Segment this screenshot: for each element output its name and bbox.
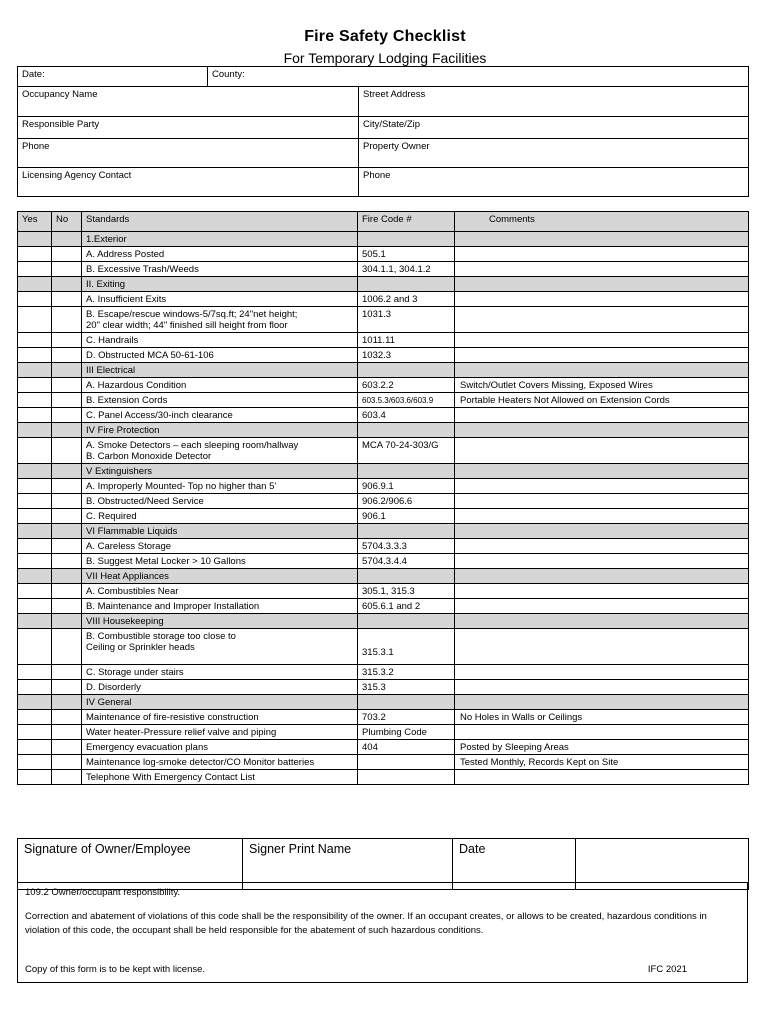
comment-cell[interactable] (455, 292, 749, 307)
no-checkbox-cell[interactable] (52, 755, 82, 770)
fire-code-cell (358, 423, 455, 438)
comment-cell (455, 464, 749, 479)
standard-cell (82, 725, 358, 740)
comment-cell[interactable]: Switch/Outlet Covers Missing, Exposed Wires (455, 378, 749, 393)
no-checkbox-cell[interactable] (52, 539, 82, 554)
copy-note: Copy of this form is to be kept with license. (25, 964, 206, 975)
yes-checkbox-cell[interactable] (18, 262, 52, 277)
form-title: Fire Safety Checklist (304, 28, 466, 45)
section-row (18, 569, 749, 584)
fire-code-cell: MCA 70-24-303/G (358, 438, 455, 464)
yes-checkbox-cell[interactable] (18, 539, 52, 554)
section-title (82, 695, 358, 710)
standard-text: A. Insufficient Exits (86, 294, 167, 305)
comment-cell[interactable] (455, 438, 749, 464)
fire-code-cell (358, 770, 455, 785)
section-row (18, 363, 749, 378)
no-checkbox-cell[interactable] (52, 629, 82, 665)
comment-cell (455, 695, 749, 710)
standard-cell (82, 680, 358, 695)
fire-code-cell (358, 464, 455, 479)
comment-cell[interactable] (455, 629, 749, 665)
yes-checkbox-cell[interactable] (18, 509, 52, 524)
comment-cell[interactable] (455, 680, 749, 695)
standard-cell (82, 292, 358, 307)
checklist-row (18, 307, 749, 333)
standard-text: D. Disorderly (86, 682, 141, 693)
yes-checkbox-cell[interactable] (18, 629, 52, 665)
fire-code-cell (358, 524, 455, 539)
agency-phone-field[interactable]: Phone (359, 168, 749, 197)
form-subtitle: For Temporary Lodging Facilities (283, 50, 487, 66)
fire-code-cell (358, 755, 455, 770)
yes-checkbox-cell[interactable] (18, 665, 52, 680)
responsible-party-field[interactable]: Responsible Party (18, 117, 359, 139)
standard-cell (82, 408, 358, 423)
comment-cell[interactable] (455, 333, 749, 348)
standard-text: II. Exiting (86, 279, 126, 290)
checklist-header-row (18, 212, 749, 232)
fire-code-cell (358, 695, 455, 710)
yes-checkbox-cell (18, 614, 52, 629)
checklist-row (18, 333, 749, 348)
fire-code-cell: 605.6.1 and 2 (358, 599, 455, 614)
owner-responsibility-note (17, 882, 748, 983)
yes-checkbox-cell[interactable] (18, 378, 52, 393)
yes-checkbox-cell[interactable] (18, 710, 52, 725)
checklist-row (18, 584, 749, 599)
fire-code-cell: 305.1, 315.3 (358, 584, 455, 599)
yes-checkbox-cell (18, 569, 52, 584)
ifc-version: IFC 2021 (647, 964, 687, 975)
standard-cell (82, 262, 358, 277)
yes-checkbox-cell[interactable] (18, 393, 52, 408)
checklist-row (18, 554, 749, 569)
comments-header: Comments (455, 212, 749, 232)
section-title (82, 614, 358, 629)
fire-code-header: Fire Code # (358, 212, 455, 232)
standards-header: Standards (82, 212, 358, 232)
standard-cell (82, 307, 358, 333)
standard-cell (82, 494, 358, 509)
section-row (18, 277, 749, 292)
comment-cell[interactable]: Portable Heaters Not Allowed on Extension Cords (455, 393, 749, 408)
checklist-row (18, 292, 749, 307)
section-title (82, 569, 358, 584)
checklist-row (18, 494, 749, 509)
no-checkbox-cell (52, 695, 82, 710)
no-checkbox-cell[interactable] (52, 554, 82, 569)
comment-cell[interactable]: Posted by Sleeping Areas (455, 740, 749, 755)
comment-cell (455, 614, 749, 629)
comment-cell[interactable]: Tested Monthly, Records Kept on Site (455, 755, 749, 770)
fire-code-cell: 1006.2 and 3 (358, 292, 455, 307)
standard-text: C. Panel Access/30-inch clearance (86, 410, 233, 421)
section-title (82, 232, 358, 247)
standard-text: B. Suggest Metal Locker > 10 Gallons (86, 556, 246, 567)
yes-checkbox-cell (18, 232, 52, 247)
standard-cell (82, 247, 358, 262)
fire-code-cell: 1031.3 (358, 307, 455, 333)
comment-cell[interactable] (455, 408, 749, 423)
standard-text: V Extinguishers (86, 466, 153, 477)
section-row (18, 695, 749, 710)
no-checkbox-cell[interactable] (52, 584, 82, 599)
fire-code-cell: 1011.11 (358, 333, 455, 348)
standard-cell (82, 599, 358, 614)
standard-text: III Electrical (86, 365, 136, 376)
no-checkbox-cell[interactable] (52, 509, 82, 524)
comment-cell[interactable] (455, 494, 749, 509)
no-checkbox-cell[interactable] (52, 333, 82, 348)
standard-text: A. Careless Storage (86, 541, 172, 552)
no-checkbox-cell (52, 464, 82, 479)
standard-text: C. Handrails (86, 335, 139, 346)
standard-text-line2: 20" clear width; 44" finished sill height from floor (86, 320, 288, 331)
section-title (82, 277, 358, 292)
no-checkbox-cell (52, 423, 82, 438)
no-checkbox-cell (52, 277, 82, 292)
owner-signature-field[interactable]: Signature of Owner/Employee (18, 839, 243, 890)
no-checkbox-cell (52, 232, 82, 247)
yes-checkbox-cell[interactable] (18, 247, 52, 262)
standard-cell (82, 740, 358, 755)
checklist-row (18, 755, 749, 770)
standard-cell (82, 710, 358, 725)
no-checkbox-cell[interactable] (52, 710, 82, 725)
standard-text: C. Storage under stairs (86, 667, 184, 678)
standard-text: B. Extension Cords (86, 395, 168, 406)
responsibility-text: Correction and abatement of violations of this code shall be the responsibility of the owner. If an occupant creates, or allows to be created, hazardous conditions in violation of this code, the occupant shall be held responsible for the abatement of such hazardous conditions. (25, 911, 707, 936)
comment-cell[interactable]: No Holes in Walls or Ceilings (455, 710, 749, 725)
yes-checkbox-cell (18, 464, 52, 479)
standard-text: B. Escape/rescue windows-5/7sq.ft; 24"net height; (86, 309, 298, 320)
standard-text: A. Improperly Mounted- Top no higher than 5' (86, 481, 277, 492)
standard-cell (82, 393, 358, 408)
comment-cell[interactable] (455, 770, 749, 785)
comment-cell (455, 423, 749, 438)
no-checkbox-cell[interactable] (52, 438, 82, 464)
checklist-row (18, 599, 749, 614)
fire-code-cell: 703.2 (358, 710, 455, 725)
fire-code-cell: 603.2.2 (358, 378, 455, 393)
standard-text: Maintenance log-smoke detector/CO Monitor batteries (86, 757, 315, 768)
no-checkbox-cell[interactable] (52, 680, 82, 695)
yes-checkbox-cell (18, 423, 52, 438)
checklist-row (18, 393, 749, 408)
comment-cell[interactable] (455, 247, 749, 262)
no-checkbox-cell[interactable] (52, 599, 82, 614)
no-checkbox-cell[interactable] (52, 665, 82, 680)
checklist-row (18, 262, 749, 277)
fire-code-cell: 5704.3.3.3 (358, 539, 455, 554)
no-checkbox-cell[interactable] (52, 725, 82, 740)
no-checkbox-cell[interactable] (52, 408, 82, 423)
section-row (18, 614, 749, 629)
yes-checkbox-cell[interactable] (18, 348, 52, 363)
code-reference: 109.2 Owner/occupant responsibility. (25, 887, 181, 898)
no-checkbox-cell[interactable] (52, 262, 82, 277)
section-title (82, 464, 358, 479)
facility-info-table (17, 66, 749, 197)
standard-cell (82, 629, 358, 665)
fire-code-cell: 404 (358, 740, 455, 755)
yes-checkbox-cell[interactable] (18, 479, 52, 494)
standard-text: B. Combustible storage too close to (86, 631, 236, 642)
checklist-row (18, 539, 749, 554)
fire-code-cell (358, 363, 455, 378)
no-checkbox-cell[interactable] (52, 494, 82, 509)
standard-text: A. Smoke Detectors – each sleeping room/hallway (86, 440, 299, 451)
fire-code-cell: 315.3.1 (358, 629, 455, 665)
standard-cell (82, 509, 358, 524)
standard-text: C. Required (86, 511, 137, 522)
comment-cell[interactable] (455, 554, 749, 569)
standard-text: IV General (86, 697, 132, 708)
fire-code-cell: 603.4 (358, 408, 455, 423)
comment-cell[interactable] (455, 599, 749, 614)
comment-cell[interactable] (455, 262, 749, 277)
yes-checkbox-cell[interactable] (18, 292, 52, 307)
section-row (18, 464, 749, 479)
yes-checkbox-cell[interactable] (18, 438, 52, 464)
yes-checkbox-cell[interactable] (18, 755, 52, 770)
standard-cell (82, 348, 358, 363)
date-field[interactable]: Date: (18, 67, 208, 87)
standard-cell (82, 584, 358, 599)
comment-cell (455, 277, 749, 292)
yes-checkbox-cell[interactable] (18, 307, 52, 333)
yes-checkbox-cell[interactable] (18, 494, 52, 509)
standard-text: B. Obstructed/Need Service (86, 496, 204, 507)
comment-cell (455, 569, 749, 584)
no-checkbox-cell[interactable] (52, 348, 82, 363)
standard-text: Maintenance of fire-resistive construction (86, 712, 259, 723)
yes-checkbox-cell (18, 524, 52, 539)
yes-checkbox-cell[interactable] (18, 554, 52, 569)
standard-cell (82, 479, 358, 494)
checklist-row (18, 725, 749, 740)
no-checkbox-cell[interactable] (52, 292, 82, 307)
standard-cell (82, 333, 358, 348)
standard-text: D. Obstructed MCA 50-61-106 (86, 350, 214, 361)
fire-code-cell (358, 232, 455, 247)
fire-code-cell: 304.1.1, 304.1.2 (358, 262, 455, 277)
standard-cell (82, 770, 358, 785)
fire-code-cell (358, 569, 455, 584)
standard-cell (82, 665, 358, 680)
standard-text: Emergency evacuation plans (86, 742, 208, 753)
standard-text: VIII Housekeeping (86, 616, 164, 627)
standard-text-line2: Ceiling or Sprinkler heads (86, 642, 195, 653)
section-title (82, 363, 358, 378)
standard-text: Telephone With Emergency Contact List (86, 772, 255, 783)
standard-text: 1.Exterior (86, 234, 127, 245)
standard-text: VII Heat Appliances (86, 571, 169, 582)
standard-text: A. Hazardous Condition (86, 380, 187, 391)
section-row (18, 232, 749, 247)
fire-code-cell: 505.1 (358, 247, 455, 262)
comment-cell (455, 363, 749, 378)
standard-cell (82, 554, 358, 569)
yes-checkbox-cell (18, 277, 52, 292)
fire-code-cell: Plumbing Code (358, 725, 455, 740)
yes-checkbox-cell (18, 363, 52, 378)
yes-checkbox-cell[interactable] (18, 725, 52, 740)
fire-code-cell: 906.2/906.6 (358, 494, 455, 509)
comment-cell[interactable] (455, 725, 749, 740)
standard-text: A. Address Posted (86, 249, 165, 260)
comment-cell[interactable] (455, 665, 749, 680)
standard-cell (82, 755, 358, 770)
no-checkbox-cell[interactable] (52, 307, 82, 333)
checklist-row (18, 247, 749, 262)
standard-cell (82, 539, 358, 554)
occupancy-name-field[interactable]: Occupancy Name (18, 87, 359, 117)
no-checkbox-cell (52, 524, 82, 539)
comment-cell (455, 232, 749, 247)
checklist-row (18, 665, 749, 680)
standard-text: B. Maintenance and Improper Installation (86, 601, 260, 612)
yes-header: Yes (18, 212, 52, 232)
comment-cell (455, 524, 749, 539)
fire-code-cell: 1032.3 (358, 348, 455, 363)
fire-code-cell: 603.5.3/603.6/603.9 (358, 393, 455, 408)
checklist-row (18, 438, 749, 464)
yes-checkbox-cell[interactable] (18, 584, 52, 599)
standards-checklist-table (17, 211, 749, 785)
county-field[interactable]: County: (208, 67, 749, 87)
yes-checkbox-cell[interactable] (18, 408, 52, 423)
standard-text: VI Flammable Liquids (86, 526, 178, 537)
checklist-row (18, 509, 749, 524)
no-checkbox-cell (52, 569, 82, 584)
no-checkbox-cell[interactable] (52, 770, 82, 785)
no-checkbox-cell[interactable] (52, 740, 82, 755)
licensing-agency-contact-field[interactable]: Licensing Agency Contact (18, 168, 359, 197)
section-title (82, 423, 358, 438)
fire-code-cell (358, 277, 455, 292)
fire-code-cell: 5704.3.4.4 (358, 554, 455, 569)
no-checkbox-cell (52, 363, 82, 378)
checklist-row (18, 378, 749, 393)
city-state-zip-field[interactable]: City/State/Zip (359, 117, 749, 139)
fire-code-cell (358, 614, 455, 629)
comment-cell[interactable] (455, 539, 749, 554)
standard-cell (82, 438, 358, 464)
checklist-row (18, 479, 749, 494)
checklist-row (18, 348, 749, 363)
checklist-row (18, 770, 749, 785)
no-checkbox-cell (52, 614, 82, 629)
yes-checkbox-cell[interactable] (18, 680, 52, 695)
comment-cell[interactable] (455, 348, 749, 363)
phone-field[interactable]: Phone (18, 139, 359, 168)
section-title (82, 524, 358, 539)
standard-text: IV Fire Protection (86, 425, 160, 436)
yes-checkbox-cell[interactable] (18, 599, 52, 614)
checklist-row (18, 680, 749, 695)
no-checkbox-cell[interactable] (52, 247, 82, 262)
checklist-row (18, 710, 749, 725)
no-checkbox-cell[interactable] (52, 479, 82, 494)
standard-cell (82, 378, 358, 393)
comment-cell[interactable] (455, 584, 749, 599)
no-checkbox-cell[interactable] (52, 378, 82, 393)
fire-code-cell: 906.1 (358, 509, 455, 524)
property-owner-field[interactable]: Property Owner (359, 139, 749, 168)
section-row (18, 423, 749, 438)
no-header: No (52, 212, 82, 232)
checklist-row (18, 740, 749, 755)
yes-checkbox-cell (18, 695, 52, 710)
section-row (18, 524, 749, 539)
standard-text: B. Excessive Trash/Weeds (86, 264, 199, 275)
fire-code-cell: 906.9.1 (358, 479, 455, 494)
fire-code-cell: 315.3 (358, 680, 455, 695)
standard-text: Water heater-Pressure relief valve and piping (86, 727, 277, 738)
comment-cell[interactable] (455, 307, 749, 333)
standard-text: A. Combustibles Near (86, 586, 179, 597)
yes-checkbox-cell[interactable] (18, 770, 52, 785)
comment-cell[interactable] (455, 479, 749, 494)
signature-date-label: Date (453, 839, 576, 890)
comment-cell[interactable] (455, 509, 749, 524)
fire-code-cell: 315.3.2 (358, 665, 455, 680)
checklist-row (18, 408, 749, 423)
street-address-field[interactable]: Street Address (359, 87, 749, 117)
standard-text-line2: B. Carbon Monoxide Detector (86, 451, 212, 462)
yes-checkbox-cell[interactable] (18, 740, 52, 755)
signer-print-name-field[interactable]: Signer Print Name (243, 839, 453, 890)
no-checkbox-cell[interactable] (52, 393, 82, 408)
yes-checkbox-cell[interactable] (18, 333, 52, 348)
checklist-row (18, 629, 749, 665)
